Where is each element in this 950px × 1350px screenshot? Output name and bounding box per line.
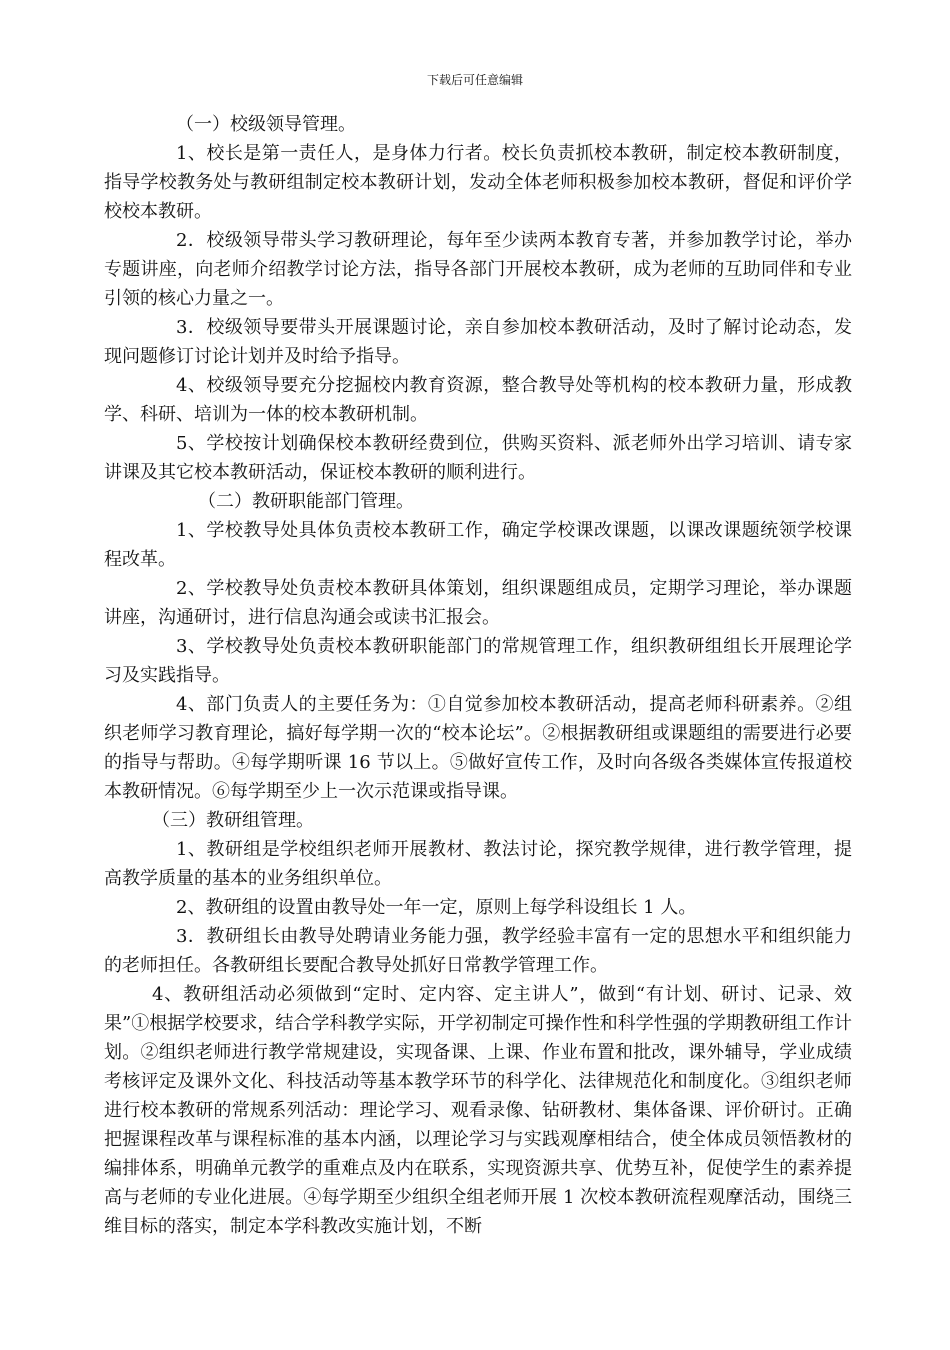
paragraph-3-3: 3．教研组长由教导处聘请业务能力强，教学经验丰富有一定的思想水平和组织能力的老师担任。各教研组长要配合教导处抓好日常教学管理工作。	[104, 926, 852, 976]
paragraph-2-2: 2、学校教导处负责校本教研具体策划，组织课题组成员，定期学习理论，举办课题讲座，沟通研讨，进行信息沟通会或读书汇报会。	[104, 578, 852, 628]
paragraph-3-1: 1、教研组是学校组织老师开展教材、教法讨论，探究教学规律，进行教学管理，提高教学质量的基本的业务组织单位。	[104, 839, 852, 889]
paragraph-1-5: 5、学校按计划确保校本教研经费到位，供购买资料、派老师外出学习培训、请专家讲课及其它校本教研活动，保证校本教研的顺利进行。	[104, 433, 852, 483]
section-heading-1: （一）校级领导管理。	[176, 114, 356, 135]
paragraph-1-1: 1、校长是第一责任人，是身体力行者。校长负责抓校本教研，制定校本教研制度，指导学校教务处与教研组制定校本教研计划，发动全体老师积极参加校本教研，督促和评价学校校本教研。	[104, 143, 852, 222]
section-heading-3: （三）教研组管理。	[152, 810, 314, 831]
paragraph-1-3: 3．校级领导要带头开展课题讨论，亲自参加校本教研活动，及时了解讨论动态，发现问题修订讨论计划并及时给予指导。	[104, 317, 852, 367]
paragraph-2-3: 3、学校教导处负责校本教研职能部门的常规管理工作，组织教研组组长开展理论学习及实践指导。	[104, 636, 852, 686]
page-header: 下载后可任意编辑	[426, 73, 523, 87]
document-body	[104, 110, 852, 1241]
paragraph-3-4: 4、教研组活动必须做到“定时、定内容、定主讲人”，做到“有计划、研讨、记录、效果”①根据学校要求，结合学科教学实际，开学初制定可操作性和科学性强的学期教研组工作计划。②组织老师进行教学常规建设，实现备课、上课、作业布置和批改，课外辅导，学业成绩考核评定及课外文化、科技活动等基本教学环节的科学化、法律规范化和制度化。③组织老师进行校本教研的常规系列活动：理论学习、观看录像、钻研教材、集体备课、评价研讨。正确把握课程改革与课程标准的基本内涵，以理论学习与实践观摩相结合，使全体成员领悟教材的编排体系，明确单元教学的重难点及内在联系，实现资源共享、优势互补，促使学生的素养提高与老师的专业化进展。④每学期至少组织全组老师开展 1 次校本教研流程观摩活动，围绕三维目标的落实，制定本学科教改实施计划，不断	[104, 984, 852, 1237]
paragraph-2-1: 1、学校教导处具体负责校本教研工作，确定学校课改课题，以课改课题统领学校课程改革。	[104, 520, 852, 570]
paragraph-3-2: 2、教研组的设置由教导处一年一定，原则上每学科设组长 1 人。	[176, 897, 697, 918]
section-heading-2: （二）教研职能部门管理。	[198, 491, 414, 512]
paragraph-2-4: 4、部门负责人的主要任务为：①自觉参加校本教研活动，提高老师科研素养。②组织老师学习教育理论，搞好每学期一次的“校本论坛”。②根据教研组或课题组的需要进行必要的指导与帮助。④每学期听课 16 节以上。⑤做好宣传工作，及时向各级各类媒体宣传报道校本教研情况。⑥每学期至少上一次示范课或指导课。	[104, 694, 852, 802]
paragraph-1-4: 4、校级领导要充分挖掘校内教育资源，整合教导处等机构的校本教研力量，形成教学、科研、培训为一体的校本教研机制。	[104, 375, 852, 425]
paragraph-1-2: 2．校级领导带头学习教研理论，每年至少读两本教育专著，并参加教学讨论，举办专题讲座，向老师介绍教学讨论方法，指导各部门开展校本教研，成为老师的互助同伴和专业引领的核心力量之一。	[104, 230, 852, 309]
